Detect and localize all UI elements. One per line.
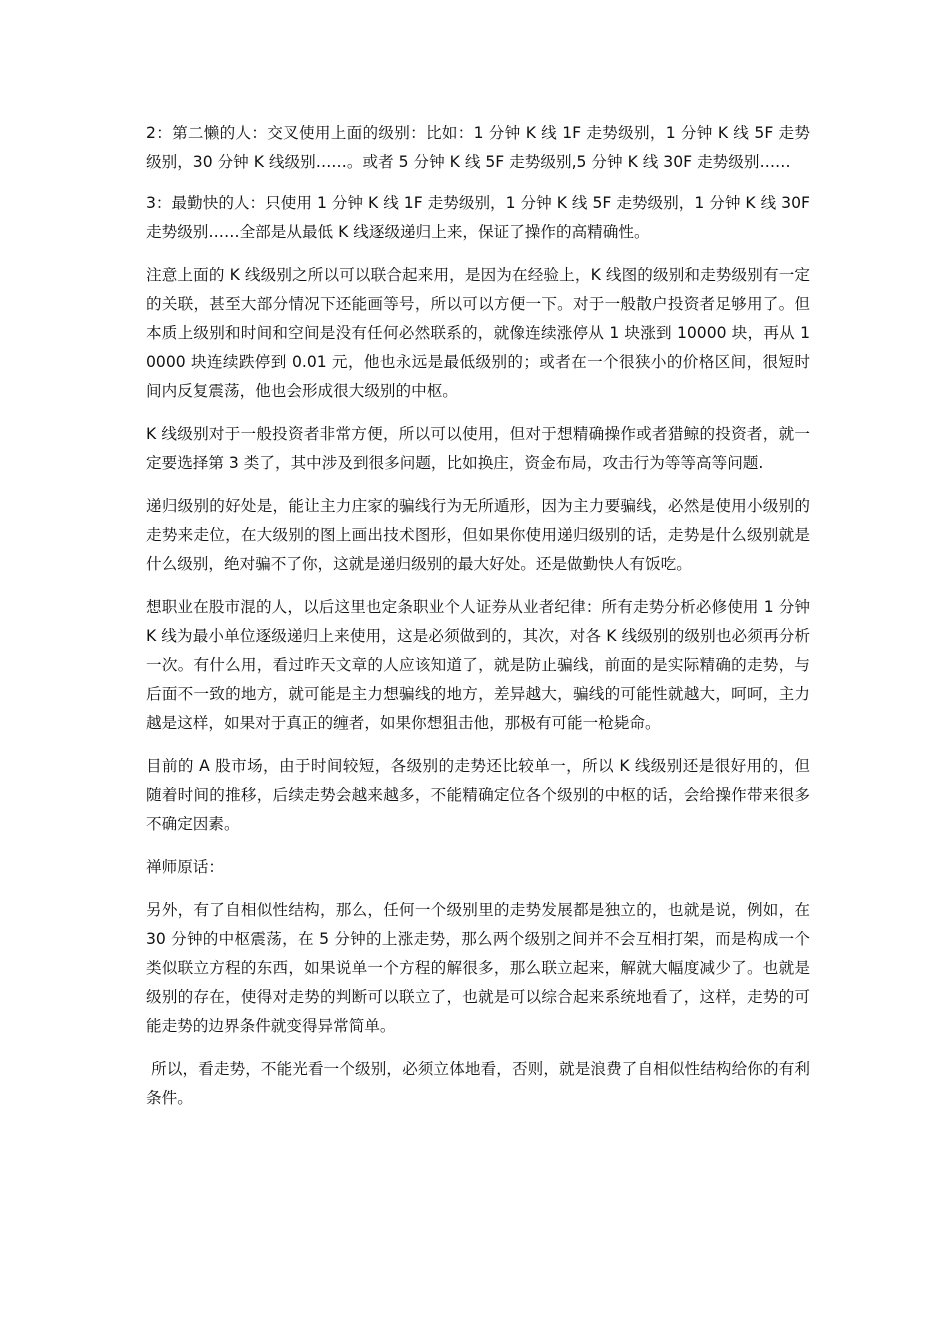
paragraph-recursion-benefit: 递归级别的好处是，能让主力庄家的骗线行为无所遁形，因为主力要骗线，必然是使用小级别的走势来走位，在大级别的图上画出技术图形，但如果你使用递归级别的话，走势是什么级别就是什么级别，绝对骗不了你，这就是递归级别的最大好处。还是做勤快人有饭吃。 <box>146 497 810 573</box>
paragraph-kline-convenience: K 线级别对于一般投资者非常方便，所以可以使用，但对于想精确操作或者猎鲸的投资者，就一定要选择第 3 类了，其中涉及到很多问题，比如换庄，资金布局，攻击行为等等高等问题. <box>146 425 810 472</box>
paragraph-self-similarity: 另外，有了自相似性结构，那么，任何一个级别里的走势发展都是独立的，也就是说，例如，在 30 分钟的中枢震荡，在 5 分钟的上涨走势，那么两个级别之间并不会互相打架，而是构成一个类似联立方程的东西，如果说单一个方程的解很多，那么联立起来，解就大幅度减少了。也就是级别的存在，使得对走势的判断可以联立了，也就是可以综合起来系统地看了，这样，走势的可能走势的边界条件就变得异常简单。 <box>146 901 810 1035</box>
document-body <box>146 119 810 1127</box>
paragraph-lazy-level-2: 2：第二懒的人：交叉使用上面的级别：比如：1 分钟 K 线 1F 走势级别，1 分钟 K 线 5F 走势级别，30 分钟 K 线级别……。或者 5 分钟 K 线 5F 走势级别,5 分钟 K 线 30F 走势级别…… <box>146 124 810 171</box>
paragraph-multi-level-view: 所以，看走势，不能光看一个级别，必须立体地看，否则，就是浪费了自相似性结构给你的有利条件。 <box>146 1060 810 1107</box>
paragraph-diligent-level-3: 3：最勤快的人：只使用 1 分钟 K 线 1F 走势级别，1 分钟 K 线 5F 走势级别，1 分钟 K 线 30F 走势级别……全部是从最低 K 线逐级递归上来，保证了操作的高精确性。 <box>146 194 810 241</box>
paragraph-a-share-market: 目前的 A 股市场，由于时间较短，各级别的走势还比较单一，所以 K 线级别还是很好用的，但随着时间的推移，后续走势会越来越多，不能精确定位各个级别的中枢的话，会给操作带来很多不确定因素。 <box>146 757 810 833</box>
paragraph-master-quote-label: 禅师原话： <box>146 858 224 876</box>
paragraph-kline-level-note: 注意上面的 K 线级别之所以可以联合起来用，是因为在经验上，K 线图的级别和走势级别有一定的关联，甚至大部分情况下还能画等号，所以可以方便一下。对于一般散户投资者足够用了。但本质上级别和时间和空间是没有任何必然联系的，就像连续涨停从 1 块涨到 10000 块，再从 10000 块连续跌停到 0.01 元，他也永远是最低级别的；或者在一个很狭小的价格区间，很短时间内反复震荡，他也会形成很大级别的中枢。 <box>146 266 810 400</box>
paragraph-professional-discipline: 想职业在股市混的人，以后这里也定条职业个人证券从业者纪律：所有走势分析必修使用 1 分钟 K 线为最小单位逐级递归上来使用，这是必须做到的，其次，对各 K 线级别的级别也必须再分析一次。有什么用，看过昨天文章的人应该知道了，就是防止骗线，前面的是实际精确的走势，与后面不一致的地方，就可能是主力想骗线的地方，差异越大，骗线的可能性就越大，呵呵，主力越是这样，如果对于真正的缠者，如果你想狙击他，那极有可能一枪毙命。 <box>146 598 810 732</box>
